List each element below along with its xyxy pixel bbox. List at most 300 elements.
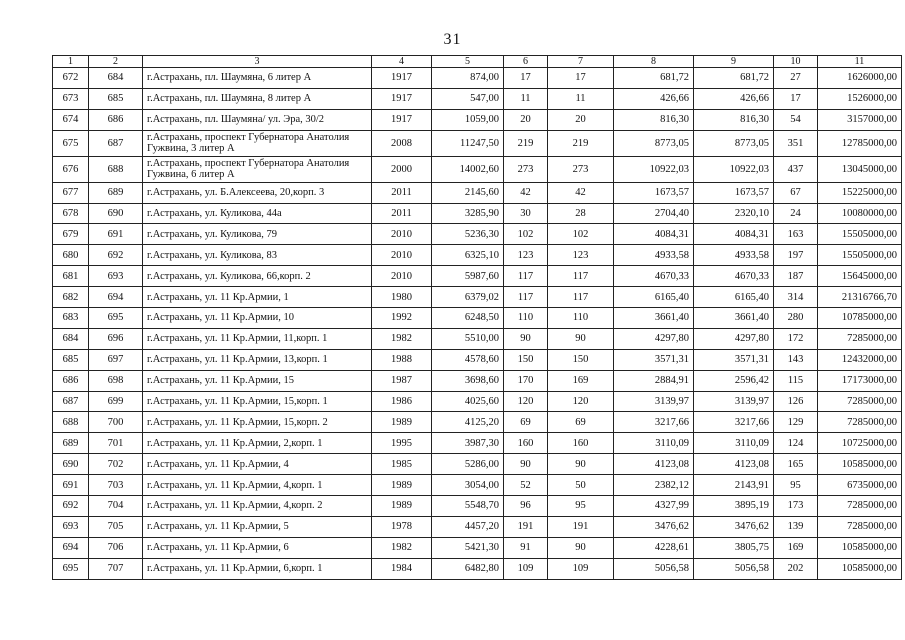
cell-col-9: 3110,09 [694,433,774,454]
cell-col-7: 20 [548,109,614,130]
cell-address: г.Астрахань, ул. Б.Алексеева, 20,корп. 3 [143,182,372,203]
cell-col-8: 4670,33 [614,266,694,287]
cell-id: 687 [89,130,143,156]
cell-year: 1989 [372,412,432,433]
cell-col-7: 219 [548,130,614,156]
cell-area: 4125,20 [432,412,504,433]
cell-col-7: 102 [548,224,614,245]
cell-col-6: 219 [504,130,548,156]
cell-row-no: 693 [53,516,89,537]
cell-col-9: 2596,42 [694,370,774,391]
cell-area: 5987,60 [432,266,504,287]
cell-amount: 10585000,00 [818,537,902,558]
cell-col-8: 1673,57 [614,182,694,203]
cell-id: 694 [89,287,143,308]
cell-col-9: 2320,10 [694,203,774,224]
table-row [53,558,902,579]
cell-id: 706 [89,537,143,558]
cell-row-no: 679 [53,224,89,245]
cell-address: г.Астрахань, ул. 11 Кр.Армии, 1 [143,287,372,308]
cell-address: г.Астрахань, пл. Шаумяна, 8 литер А [143,88,372,109]
cell-col-7: 120 [548,391,614,412]
cell-row-no: 678 [53,203,89,224]
cell-col-8: 4123,08 [614,454,694,475]
cell-id: 685 [89,88,143,109]
cell-address: г.Астрахань, ул. 11 Кр.Армии, 4,корп. 2 [143,496,372,517]
cell-row-no: 682 [53,287,89,308]
cell-area: 4578,60 [432,349,504,370]
cell-amount: 12432000,00 [818,349,902,370]
cell-address: г.Астрахань, ул. 11 Кр.Армии, 5 [143,516,372,537]
cell-col-6: 109 [504,558,548,579]
cell-amount: 15225000,00 [818,182,902,203]
cell-col-9: 3805,75 [694,537,774,558]
cell-row-no: 687 [53,391,89,412]
cell-id: 699 [89,391,143,412]
cell-col-9: 4933,58 [694,245,774,266]
cell-year: 2008 [372,130,432,156]
cell-col-6: 117 [504,266,548,287]
cell-row-no: 683 [53,308,89,329]
cell-col-9: 6165,40 [694,287,774,308]
cell-col-6: 170 [504,370,548,391]
cell-col-10: 54 [774,109,818,130]
cell-col-6: 90 [504,454,548,475]
cell-col-10: 314 [774,287,818,308]
cell-area: 5421,30 [432,537,504,558]
cell-address: г.Астрахань, ул. 11 Кр.Армии, 11,корп. 1 [143,328,372,349]
cell-amount: 1526000,00 [818,88,902,109]
cell-year: 1989 [372,475,432,496]
cell-id: 696 [89,328,143,349]
cell-amount: 10785000,00 [818,308,902,329]
cell-row-no: 694 [53,537,89,558]
table-row [53,412,902,433]
cell-col-9: 681,72 [694,68,774,89]
header-row [53,56,902,68]
table-row [53,203,902,224]
cell-col-6: 160 [504,433,548,454]
cell-amount: 1626000,00 [818,68,902,89]
table-row [53,391,902,412]
cell-col-10: 351 [774,130,818,156]
cell-col-9: 3139,97 [694,391,774,412]
cell-year: 1917 [372,68,432,89]
cell-col-6: 120 [504,391,548,412]
cell-id: 697 [89,349,143,370]
cell-col-6: 123 [504,245,548,266]
table-row [53,266,902,287]
cell-col-7: 90 [548,537,614,558]
cell-col-6: 96 [504,496,548,517]
cell-col-7: 50 [548,475,614,496]
cell-col-9: 10922,03 [694,156,774,182]
cell-col-8: 681,72 [614,68,694,89]
column-header-1: 1 [53,56,89,68]
table-row [53,245,902,266]
cell-col-7: 110 [548,308,614,329]
cell-amount: 7285000,00 [818,496,902,517]
cell-col-6: 20 [504,109,548,130]
cell-row-no: 673 [53,88,89,109]
cell-address: г.Астрахань, ул. 11 Кр.Армии, 15,корп. 2 [143,412,372,433]
cell-col-9: 4297,80 [694,328,774,349]
cell-area: 4025,60 [432,391,504,412]
cell-col-6: 17 [504,68,548,89]
cell-col-9: 1673,57 [694,182,774,203]
cell-col-8: 816,30 [614,109,694,130]
cell-id: 701 [89,433,143,454]
cell-area: 2145,60 [432,182,504,203]
cell-address: г.Астрахань, пл. Шаумяна, 6 литер А [143,68,372,89]
cell-row-no: 691 [53,475,89,496]
column-header-7: 7 [548,56,614,68]
cell-id: 691 [89,224,143,245]
column-header-4: 4 [372,56,432,68]
cell-area: 14002,60 [432,156,504,182]
cell-col-9: 4084,31 [694,224,774,245]
cell-col-8: 4084,31 [614,224,694,245]
cell-col-7: 123 [548,245,614,266]
cell-col-7: 191 [548,516,614,537]
housing-table [52,55,902,580]
table-row [53,88,902,109]
cell-col-8: 3217,66 [614,412,694,433]
cell-row-no: 676 [53,156,89,182]
cell-row-no: 689 [53,433,89,454]
cell-area: 5548,70 [432,496,504,517]
cell-year: 1995 [372,433,432,454]
cell-col-8: 2884,91 [614,370,694,391]
cell-col-10: 124 [774,433,818,454]
cell-col-9: 2143,91 [694,475,774,496]
table-row [53,109,902,130]
cell-year: 2011 [372,182,432,203]
cell-area: 6248,50 [432,308,504,329]
cell-col-6: 150 [504,349,548,370]
column-header-5: 5 [432,56,504,68]
table-row [53,349,902,370]
cell-col-10: 197 [774,245,818,266]
cell-address: г.Астрахань, проспект Губернатора Анатолия Гужвина, 3 литер А [143,130,372,156]
cell-amount: 15505000,00 [818,224,902,245]
cell-amount: 6735000,00 [818,475,902,496]
cell-col-8: 3139,97 [614,391,694,412]
table-row [53,454,902,475]
cell-col-8: 10922,03 [614,156,694,182]
cell-col-10: 24 [774,203,818,224]
cell-row-no: 675 [53,130,89,156]
cell-col-8: 3110,09 [614,433,694,454]
cell-col-8: 6165,40 [614,287,694,308]
cell-col-10: 280 [774,308,818,329]
cell-area: 6482,80 [432,558,504,579]
cell-col-9: 3661,40 [694,308,774,329]
cell-col-9: 5056,58 [694,558,774,579]
table-row [53,370,902,391]
cell-col-10: 163 [774,224,818,245]
cell-col-8: 4228,61 [614,537,694,558]
cell-col-8: 2704,40 [614,203,694,224]
table-row [53,68,902,89]
cell-year: 1984 [372,558,432,579]
cell-area: 3698,60 [432,370,504,391]
cell-address: г.Астрахань, пл. Шаумяна/ ул. Эра, 30/2 [143,109,372,130]
cell-row-no: 684 [53,328,89,349]
cell-col-10: 129 [774,412,818,433]
cell-id: 684 [89,68,143,89]
column-header-3: 3 [143,56,372,68]
cell-col-7: 117 [548,266,614,287]
cell-amount: 15505000,00 [818,245,902,266]
cell-year: 1982 [372,537,432,558]
cell-col-10: 126 [774,391,818,412]
cell-col-6: 191 [504,516,548,537]
cell-year: 1986 [372,391,432,412]
cell-amount: 10585000,00 [818,558,902,579]
cell-col-8: 8773,05 [614,130,694,156]
cell-year: 1917 [372,88,432,109]
cell-row-no: 674 [53,109,89,130]
table-row [53,156,902,182]
cell-col-10: 165 [774,454,818,475]
cell-row-no: 688 [53,412,89,433]
cell-row-no: 672 [53,68,89,89]
cell-area: 3285,90 [432,203,504,224]
cell-col-7: 273 [548,156,614,182]
column-header-8: 8 [614,56,694,68]
cell-area: 6379,02 [432,287,504,308]
cell-amount: 7285000,00 [818,412,902,433]
cell-col-9: 4123,08 [694,454,774,475]
cell-year: 2010 [372,245,432,266]
table-row [53,130,902,156]
cell-col-7: 90 [548,328,614,349]
cell-id: 693 [89,266,143,287]
cell-amount: 15645000,00 [818,266,902,287]
cell-address: г.Астрахань, ул. 11 Кр.Армии, 15 [143,370,372,391]
cell-amount: 10585000,00 [818,454,902,475]
cell-col-7: 69 [548,412,614,433]
cell-col-6: 117 [504,287,548,308]
table-row [53,433,902,454]
cell-id: 707 [89,558,143,579]
cell-address: г.Астрахань, ул. Куликова, 66,корп. 2 [143,266,372,287]
cell-col-10: 139 [774,516,818,537]
cell-year: 1985 [372,454,432,475]
cell-col-9: 3476,62 [694,516,774,537]
cell-row-no: 690 [53,454,89,475]
cell-area: 4457,20 [432,516,504,537]
cell-col-7: 42 [548,182,614,203]
cell-col-7: 17 [548,68,614,89]
cell-id: 689 [89,182,143,203]
cell-col-7: 109 [548,558,614,579]
cell-address: г.Астрахань, ул. 11 Кр.Армии, 4,корп. 1 [143,475,372,496]
cell-amount: 7285000,00 [818,328,902,349]
cell-col-10: 115 [774,370,818,391]
cell-col-8: 3661,40 [614,308,694,329]
cell-area: 547,00 [432,88,504,109]
cell-col-9: 3895,19 [694,496,774,517]
page-number: 31 [443,31,462,48]
cell-col-6: 102 [504,224,548,245]
cell-area: 1059,00 [432,109,504,130]
cell-col-6: 30 [504,203,548,224]
column-header-10: 10 [774,56,818,68]
cell-col-7: 95 [548,496,614,517]
cell-address: г.Астрахань, ул. 11 Кр.Армии, 10 [143,308,372,329]
cell-row-no: 680 [53,245,89,266]
cell-address: г.Астрахань, ул. Куликова, 44а [143,203,372,224]
table-row [53,516,902,537]
cell-address: г.Астрахань, ул. 11 Кр.Армии, 15,корп. 1 [143,391,372,412]
cell-year: 1987 [372,370,432,391]
cell-year: 1917 [372,109,432,130]
cell-col-9: 3217,66 [694,412,774,433]
cell-year: 1988 [372,349,432,370]
cell-amount: 7285000,00 [818,391,902,412]
cell-col-10: 437 [774,156,818,182]
cell-col-10: 17 [774,88,818,109]
cell-col-6: 90 [504,328,548,349]
table-row [53,182,902,203]
table-row [53,287,902,308]
cell-row-no: 677 [53,182,89,203]
cell-id: 705 [89,516,143,537]
cell-area: 5236,30 [432,224,504,245]
cell-col-10: 95 [774,475,818,496]
cell-col-8: 5056,58 [614,558,694,579]
cell-col-6: 91 [504,537,548,558]
cell-id: 695 [89,308,143,329]
cell-col-8: 426,66 [614,88,694,109]
cell-id: 688 [89,156,143,182]
cell-address: г.Астрахань, ул. 11 Кр.Армии, 4 [143,454,372,475]
cell-col-10: 202 [774,558,818,579]
column-header-6: 6 [504,56,548,68]
cell-col-7: 169 [548,370,614,391]
cell-amount: 10725000,00 [818,433,902,454]
column-header-11: 11 [818,56,902,68]
cell-id: 702 [89,454,143,475]
cell-col-10: 67 [774,182,818,203]
cell-id: 686 [89,109,143,130]
cell-amount: 12785000,00 [818,130,902,156]
column-header-2: 2 [89,56,143,68]
cell-year: 1980 [372,287,432,308]
cell-col-10: 169 [774,537,818,558]
cell-col-10: 172 [774,328,818,349]
table-row [53,475,902,496]
cell-row-no: 686 [53,370,89,391]
cell-year: 1992 [372,308,432,329]
cell-amount: 17173000,00 [818,370,902,391]
cell-col-7: 28 [548,203,614,224]
cell-id: 704 [89,496,143,517]
cell-col-8: 3571,31 [614,349,694,370]
column-header-9: 9 [694,56,774,68]
cell-col-6: 52 [504,475,548,496]
cell-id: 698 [89,370,143,391]
cell-col-7: 117 [548,287,614,308]
cell-area: 5510,00 [432,328,504,349]
cell-id: 690 [89,203,143,224]
cell-col-8: 4933,58 [614,245,694,266]
cell-col-8: 2382,12 [614,475,694,496]
cell-area: 5286,00 [432,454,504,475]
cell-col-7: 11 [548,88,614,109]
table-row [53,224,902,245]
cell-row-no: 692 [53,496,89,517]
table-row [53,308,902,329]
cell-year: 2010 [372,224,432,245]
cell-col-9: 8773,05 [694,130,774,156]
cell-col-7: 90 [548,454,614,475]
table-row [53,328,902,349]
cell-address: г.Астрахань, ул. 11 Кр.Армии, 13,корп. 1 [143,349,372,370]
cell-col-10: 27 [774,68,818,89]
cell-area: 3987,30 [432,433,504,454]
cell-area: 3054,00 [432,475,504,496]
cell-row-no: 695 [53,558,89,579]
cell-amount: 3157000,00 [818,109,902,130]
cell-area: 6325,10 [432,245,504,266]
cell-year: 1982 [372,328,432,349]
cell-col-9: 4670,33 [694,266,774,287]
cell-col-9: 816,30 [694,109,774,130]
cell-amount: 13045000,00 [818,156,902,182]
cell-col-10: 143 [774,349,818,370]
cell-col-6: 42 [504,182,548,203]
cell-year: 1978 [372,516,432,537]
cell-amount: 10080000,00 [818,203,902,224]
cell-address: г.Астрахань, ул. Куликова, 83 [143,245,372,266]
cell-amount: 7285000,00 [818,516,902,537]
table-row [53,537,902,558]
cell-row-no: 681 [53,266,89,287]
cell-address: г.Астрахань, ул. 11 Кр.Армии, 6 [143,537,372,558]
cell-year: 1989 [372,496,432,517]
cell-year: 2000 [372,156,432,182]
cell-address: г.Астрахань, проспект Губернатора Анатолия Гужвина, 6 литер А [143,156,372,182]
cell-col-10: 173 [774,496,818,517]
cell-address: г.Астрахань, ул. 11 Кр.Армии, 6,корп. 1 [143,558,372,579]
cell-col-9: 3571,31 [694,349,774,370]
cell-row-no: 685 [53,349,89,370]
cell-amount: 21316766,70 [818,287,902,308]
cell-id: 692 [89,245,143,266]
cell-col-7: 160 [548,433,614,454]
cell-col-6: 11 [504,88,548,109]
cell-col-8: 3476,62 [614,516,694,537]
cell-address: г.Астрахань, ул. 11 Кр.Армии, 2,корп. 1 [143,433,372,454]
cell-address: г.Астрахань, ул. Куликова, 79 [143,224,372,245]
table-body [53,68,902,580]
cell-col-9: 426,66 [694,88,774,109]
cell-id: 703 [89,475,143,496]
cell-col-6: 69 [504,412,548,433]
cell-id: 700 [89,412,143,433]
cell-year: 2011 [372,203,432,224]
cell-area: 11247,50 [432,130,504,156]
cell-col-7: 150 [548,349,614,370]
cell-col-6: 110 [504,308,548,329]
cell-col-8: 4327,99 [614,496,694,517]
table-row [53,496,902,517]
cell-year: 2010 [372,266,432,287]
cell-col-8: 4297,80 [614,328,694,349]
